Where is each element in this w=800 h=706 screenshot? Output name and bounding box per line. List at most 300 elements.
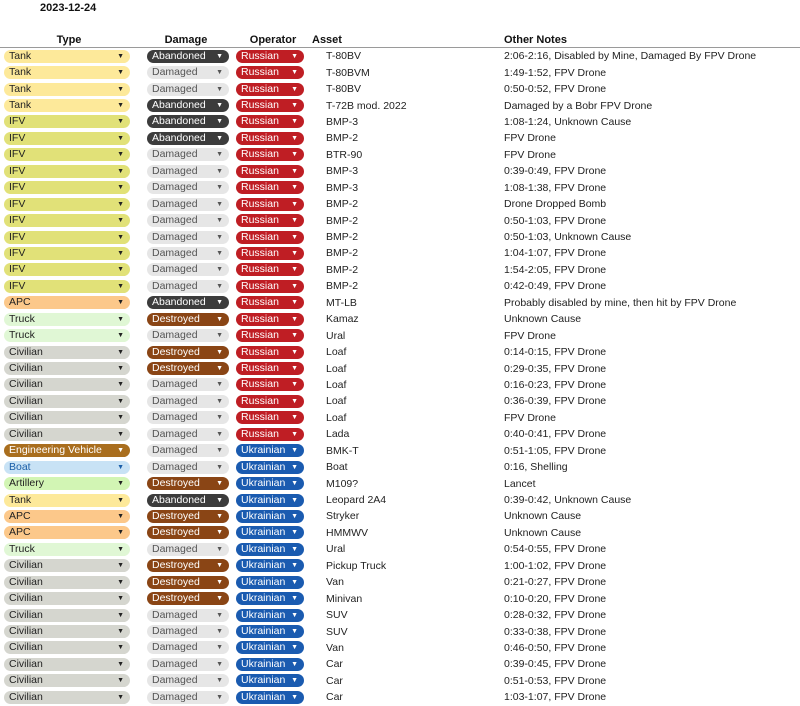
damage-dropdown[interactable]	[147, 50, 229, 63]
damage-dropdown[interactable]	[147, 313, 229, 326]
operator-dropdown[interactable]	[236, 428, 304, 441]
type-value: IFV	[9, 263, 26, 276]
damage-cell	[138, 64, 234, 80]
damage-dropdown[interactable]	[147, 346, 229, 359]
damage-value: Damaged	[152, 411, 198, 424]
notes-cell: 1:08-1:38, FPV Drone	[504, 181, 607, 194]
type-dropdown[interactable]	[4, 296, 130, 309]
damage-dropdown[interactable]	[147, 395, 229, 408]
damage-dropdown[interactable]	[147, 674, 229, 687]
type-cell	[0, 48, 138, 65]
type-dropdown[interactable]	[4, 165, 130, 178]
type-dropdown[interactable]	[4, 526, 130, 539]
operator-dropdown[interactable]	[236, 50, 304, 63]
type-dropdown[interactable]	[4, 231, 130, 244]
operator-cell	[234, 262, 312, 278]
dropdown-arrow-icon: ▼	[216, 595, 223, 603]
notes-cell: 1:04-1:07, FPV Drone	[504, 247, 607, 260]
dropdown-arrow-icon: ▼	[216, 512, 223, 520]
damage-dropdown[interactable]	[147, 559, 229, 572]
operator-cell	[234, 590, 312, 606]
operator-dropdown[interactable]	[236, 99, 304, 112]
operator-value: Russian	[241, 362, 279, 375]
operator-dropdown[interactable]	[236, 411, 304, 424]
operator-value: Russian	[241, 378, 279, 391]
type-dropdown[interactable]	[4, 674, 130, 687]
type-dropdown[interactable]	[4, 346, 130, 359]
damage-dropdown[interactable]	[147, 494, 229, 507]
notes-cell: 0:39-0:45, FPV Drone	[504, 658, 607, 671]
operator-dropdown[interactable]	[236, 395, 304, 408]
type-value: Engineering Vehicle	[9, 444, 102, 457]
operator-value: Russian	[241, 214, 279, 227]
operator-dropdown[interactable]	[236, 526, 304, 539]
type-value: Civilian	[9, 394, 43, 407]
type-value: IFV	[9, 131, 26, 144]
type-value: IFV	[9, 279, 26, 292]
type-dropdown[interactable]	[4, 625, 130, 638]
type-dropdown[interactable]	[4, 280, 130, 293]
operator-value: Russian	[241, 99, 279, 112]
dropdown-arrow-icon: ▼	[216, 151, 223, 159]
operator-cell	[234, 48, 312, 65]
dropdown-arrow-icon: ▼	[291, 249, 298, 257]
operator-dropdown[interactable]	[236, 313, 304, 326]
damage-dropdown[interactable]	[147, 625, 229, 638]
operator-dropdown[interactable]	[236, 510, 304, 523]
dropdown-arrow-icon: ▼	[291, 282, 298, 290]
damage-value: Damaged	[152, 394, 198, 407]
operator-cell	[234, 114, 312, 130]
dropdown-arrow-icon: ▼	[117, 299, 124, 307]
notes-cell: 0:21-0:27, FPV Drone	[504, 576, 607, 589]
damage-dropdown[interactable]	[147, 329, 229, 342]
table-row	[0, 443, 800, 459]
type-dropdown[interactable]	[4, 362, 130, 375]
notes-cell: 0:36-0:39, FPV Drone	[504, 395, 607, 408]
damage-dropdown[interactable]	[147, 444, 229, 457]
damage-value: Damaged	[152, 82, 198, 95]
operator-dropdown[interactable]	[236, 296, 304, 309]
damage-cell	[138, 377, 234, 393]
operator-dropdown[interactable]	[236, 83, 304, 96]
dropdown-arrow-icon: ▼	[117, 52, 124, 60]
losses-table	[0, 30, 800, 706]
operator-cell	[234, 147, 312, 163]
operator-value: Ukrainian	[241, 526, 286, 539]
operator-cell	[234, 311, 312, 327]
damage-cell	[138, 673, 234, 689]
table-row	[0, 97, 800, 113]
notes-cell: 0:39-0:42, Unknown Cause	[504, 494, 632, 507]
operator-value: Ukrainian	[241, 509, 286, 522]
type-value: Civilian	[9, 575, 43, 588]
operator-dropdown[interactable]	[236, 66, 304, 79]
damage-dropdown[interactable]	[147, 115, 229, 128]
table-row	[0, 81, 800, 97]
operator-dropdown[interactable]	[236, 263, 304, 276]
type-dropdown[interactable]	[4, 50, 130, 63]
damage-dropdown[interactable]	[147, 280, 229, 293]
asset-cell: M109?	[326, 477, 359, 490]
damage-cell	[138, 163, 234, 179]
type-dropdown[interactable]	[4, 576, 130, 589]
asset-cell: Car	[326, 691, 343, 704]
damage-dropdown[interactable]	[147, 658, 229, 671]
type-value: IFV	[9, 148, 26, 161]
damage-dropdown[interactable]	[147, 641, 229, 654]
notes-cell: Unknown Cause	[504, 510, 582, 523]
header-operator[interactable]: Operator	[234, 30, 312, 48]
damage-dropdown[interactable]	[147, 132, 229, 145]
operator-dropdown[interactable]	[236, 444, 304, 457]
notes-cell: 0:54-0:55, FPV Drone	[504, 543, 607, 556]
type-cell	[0, 393, 138, 409]
dropdown-arrow-icon: ▼	[216, 200, 223, 208]
damage-dropdown[interactable]	[147, 576, 229, 589]
type-dropdown[interactable]	[4, 214, 130, 227]
dropdown-arrow-icon: ▼	[216, 480, 223, 488]
operator-cell	[234, 344, 312, 360]
type-dropdown[interactable]	[4, 181, 130, 194]
operator-dropdown[interactable]	[236, 674, 304, 687]
dropdown-arrow-icon: ▼	[291, 529, 298, 537]
header-type[interactable]: Type	[0, 30, 138, 48]
dropdown-arrow-icon: ▼	[291, 233, 298, 241]
operator-dropdown[interactable]	[236, 346, 304, 359]
notes-cell: 0:50-1:03, FPV Drone	[504, 214, 607, 227]
damage-dropdown[interactable]	[147, 510, 229, 523]
damage-value: Damaged	[152, 230, 198, 243]
operator-dropdown[interactable]	[236, 115, 304, 128]
type-dropdown[interactable]	[4, 395, 130, 408]
type-value: Tank	[9, 99, 32, 112]
dropdown-arrow-icon: ▼	[291, 134, 298, 142]
operator-dropdown[interactable]	[236, 461, 304, 474]
operator-dropdown[interactable]	[236, 576, 304, 589]
type-cell	[0, 426, 138, 442]
damage-cell	[138, 97, 234, 113]
damage-value: Damaged	[152, 690, 198, 703]
table-row	[0, 410, 800, 426]
type-dropdown[interactable]	[4, 378, 130, 391]
damage-dropdown[interactable]	[147, 214, 229, 227]
asset-cell: BMP-2	[326, 214, 359, 227]
damage-dropdown[interactable]	[147, 66, 229, 79]
type-dropdown[interactable]	[4, 543, 130, 556]
notes-cell: 0:14-0:15, FPV Drone	[504, 346, 607, 359]
damage-value: Damaged	[152, 246, 198, 259]
dropdown-arrow-icon: ▼	[291, 85, 298, 93]
dropdown-arrow-icon: ▼	[291, 660, 298, 668]
type-dropdown[interactable]	[4, 132, 130, 145]
table-row	[0, 673, 800, 689]
dropdown-arrow-icon: ▼	[216, 134, 223, 142]
table-row	[0, 311, 800, 327]
damage-dropdown[interactable]	[147, 477, 229, 490]
type-dropdown[interactable]	[4, 444, 130, 457]
damage-dropdown[interactable]	[147, 296, 229, 309]
dropdown-arrow-icon: ▼	[117, 315, 124, 323]
type-dropdown[interactable]	[4, 658, 130, 671]
type-dropdown[interactable]	[4, 411, 130, 424]
type-dropdown[interactable]	[4, 83, 130, 96]
operator-cell	[234, 459, 312, 475]
dropdown-arrow-icon: ▼	[216, 118, 223, 126]
damage-dropdown[interactable]	[147, 148, 229, 161]
type-dropdown[interactable]	[4, 461, 130, 474]
damage-dropdown[interactable]	[147, 181, 229, 194]
damage-cell	[138, 508, 234, 524]
dropdown-arrow-icon: ▼	[291, 102, 298, 110]
type-dropdown[interactable]	[4, 592, 130, 605]
operator-dropdown[interactable]	[236, 609, 304, 622]
dropdown-arrow-icon: ▼	[117, 167, 124, 175]
operator-cell	[234, 558, 312, 574]
operator-cell	[234, 508, 312, 524]
type-dropdown[interactable]	[4, 641, 130, 654]
damage-dropdown[interactable]	[147, 378, 229, 391]
asset-cell: BMP-2	[326, 263, 359, 276]
damage-cell	[138, 212, 234, 228]
table-row	[0, 180, 800, 196]
dropdown-arrow-icon: ▼	[291, 348, 298, 356]
type-value: Civilian	[9, 608, 43, 621]
damage-cell	[138, 443, 234, 459]
table-row	[0, 590, 800, 606]
damage-dropdown[interactable]	[147, 526, 229, 539]
asset-cell: BMP-3	[326, 115, 359, 128]
type-dropdown[interactable]	[4, 198, 130, 211]
type-dropdown[interactable]	[4, 329, 130, 342]
type-dropdown[interactable]	[4, 609, 130, 622]
type-cell	[0, 590, 138, 606]
operator-value: Russian	[241, 164, 279, 177]
table-row	[0, 147, 800, 163]
damage-value: Damaged	[152, 460, 198, 473]
operator-dropdown[interactable]	[236, 592, 304, 605]
type-value: APC	[9, 526, 31, 539]
type-cell	[0, 245, 138, 261]
dropdown-arrow-icon: ▼	[216, 348, 223, 356]
asset-cell: Ural	[326, 329, 346, 342]
operator-dropdown[interactable]	[236, 559, 304, 572]
header-damage[interactable]: Damage	[138, 30, 234, 48]
dropdown-arrow-icon: ▼	[216, 102, 223, 110]
operator-dropdown[interactable]	[236, 494, 304, 507]
type-cell	[0, 180, 138, 196]
operator-dropdown[interactable]	[236, 362, 304, 375]
type-dropdown[interactable]	[4, 477, 130, 490]
operator-dropdown[interactable]	[236, 477, 304, 490]
type-dropdown[interactable]	[4, 510, 130, 523]
operator-dropdown[interactable]	[236, 378, 304, 391]
damage-dropdown[interactable]	[147, 83, 229, 96]
dropdown-arrow-icon: ▼	[216, 644, 223, 652]
type-cell	[0, 640, 138, 656]
table-row	[0, 344, 800, 360]
table-row	[0, 130, 800, 146]
asset-cell: Minivan	[326, 592, 363, 605]
damage-dropdown[interactable]	[147, 198, 229, 211]
dropdown-arrow-icon: ▼	[291, 151, 298, 159]
operator-dropdown[interactable]	[236, 165, 304, 178]
damage-dropdown[interactable]	[147, 461, 229, 474]
dropdown-arrow-icon: ▼	[291, 480, 298, 488]
damage-value: Damaged	[152, 148, 198, 161]
type-cell	[0, 377, 138, 393]
operator-value: Russian	[241, 131, 279, 144]
asset-cell: T-80BV	[326, 83, 362, 96]
damage-value: Damaged	[152, 608, 198, 621]
damage-value: Damaged	[152, 279, 198, 292]
damage-dropdown[interactable]	[147, 263, 229, 276]
type-dropdown[interactable]	[4, 247, 130, 260]
operator-dropdown[interactable]	[236, 231, 304, 244]
table-row	[0, 327, 800, 343]
notes-cell: 0:39-0:49, FPV Drone	[504, 165, 607, 178]
type-cell	[0, 229, 138, 245]
table-row	[0, 525, 800, 541]
damage-cell	[138, 541, 234, 557]
table-row	[0, 426, 800, 442]
damage-dropdown[interactable]	[147, 247, 229, 260]
type-value: Civilian	[9, 592, 43, 605]
damage-dropdown[interactable]	[147, 691, 229, 704]
operator-dropdown[interactable]	[236, 658, 304, 671]
dropdown-arrow-icon: ▼	[291, 693, 298, 701]
notes-cell: Lancet	[504, 477, 536, 490]
type-cell	[0, 147, 138, 163]
damage-value: Damaged	[152, 625, 198, 638]
type-dropdown[interactable]	[4, 494, 130, 507]
dropdown-arrow-icon: ▼	[291, 299, 298, 307]
notes-cell: 1:00-1:02, FPV Drone	[504, 559, 607, 572]
damage-value: Damaged	[152, 641, 198, 654]
operator-cell	[234, 640, 312, 656]
operator-dropdown[interactable]	[236, 247, 304, 260]
type-dropdown[interactable]	[4, 99, 130, 112]
type-value: Tank	[9, 66, 32, 79]
dropdown-arrow-icon: ▼	[216, 529, 223, 537]
dropdown-arrow-icon: ▼	[117, 595, 124, 603]
damage-dropdown[interactable]	[147, 428, 229, 441]
type-cell	[0, 607, 138, 623]
dropdown-arrow-icon: ▼	[117, 512, 124, 520]
notes-cell: Probably disabled by mine, then hit by FPV Drone	[504, 296, 737, 309]
damage-dropdown[interactable]	[147, 99, 229, 112]
notes-cell: 0:16, Shelling	[504, 461, 568, 474]
damage-dropdown[interactable]	[147, 165, 229, 178]
operator-value: Russian	[241, 279, 279, 292]
table-row	[0, 245, 800, 261]
damage-dropdown[interactable]	[147, 362, 229, 375]
asset-cell: BTR-90	[326, 148, 363, 161]
type-dropdown[interactable]	[4, 66, 130, 79]
dropdown-arrow-icon: ▼	[117, 233, 124, 241]
type-dropdown[interactable]	[4, 263, 130, 276]
operator-value: Ukrainian	[241, 625, 286, 638]
type-dropdown[interactable]	[4, 115, 130, 128]
type-value: IFV	[9, 115, 26, 128]
dropdown-arrow-icon: ▼	[216, 365, 223, 373]
dropdown-arrow-icon: ▼	[117, 134, 124, 142]
operator-dropdown[interactable]	[236, 280, 304, 293]
damage-value: Destroyed	[152, 509, 200, 522]
operator-dropdown[interactable]	[236, 691, 304, 704]
header-asset[interactable]: Asset	[312, 30, 504, 48]
table-row	[0, 212, 800, 228]
dropdown-arrow-icon: ▼	[216, 315, 223, 323]
dropdown-arrow-icon: ▼	[117, 200, 124, 208]
type-cell	[0, 196, 138, 212]
dropdown-arrow-icon: ▼	[117, 611, 124, 619]
asset-cell: Car	[326, 658, 343, 671]
operator-cell	[234, 327, 312, 343]
damage-cell	[138, 278, 234, 294]
asset-cell: Loaf	[326, 346, 347, 359]
type-cell	[0, 492, 138, 508]
damage-cell	[138, 475, 234, 491]
type-cell	[0, 360, 138, 376]
type-dropdown[interactable]	[4, 428, 130, 441]
dropdown-arrow-icon: ▼	[117, 217, 124, 225]
dropdown-arrow-icon: ▼	[291, 381, 298, 389]
dropdown-arrow-icon: ▼	[117, 677, 124, 685]
dropdown-arrow-icon: ▼	[291, 463, 298, 471]
dropdown-arrow-icon: ▼	[117, 414, 124, 422]
operator-dropdown[interactable]	[236, 329, 304, 342]
operator-dropdown[interactable]	[236, 625, 304, 638]
operator-dropdown[interactable]	[236, 214, 304, 227]
operator-dropdown[interactable]	[236, 132, 304, 145]
asset-cell: MT-LB	[326, 296, 357, 309]
operator-dropdown[interactable]	[236, 181, 304, 194]
table-row	[0, 574, 800, 590]
operator-value: Russian	[241, 82, 279, 95]
damage-dropdown[interactable]	[147, 609, 229, 622]
damage-value: Damaged	[152, 427, 198, 440]
operator-dropdown[interactable]	[236, 641, 304, 654]
header-notes[interactable]: Other Notes	[504, 30, 800, 48]
damage-value: Abandoned	[152, 99, 206, 112]
type-cell	[0, 278, 138, 294]
type-dropdown[interactable]	[4, 148, 130, 161]
notes-cell: 1:49-1:52, FPV Drone	[504, 66, 607, 79]
type-value: Civilian	[9, 559, 43, 572]
type-dropdown[interactable]	[4, 559, 130, 572]
dropdown-arrow-icon: ▼	[216, 85, 223, 93]
type-dropdown[interactable]	[4, 691, 130, 704]
operator-value: Ukrainian	[241, 477, 286, 490]
type-value: Civilian	[9, 625, 43, 638]
operator-dropdown[interactable]	[236, 543, 304, 556]
damage-dropdown[interactable]	[147, 592, 229, 605]
operator-dropdown[interactable]	[236, 148, 304, 161]
table-row	[0, 459, 800, 475]
type-dropdown[interactable]	[4, 313, 130, 326]
operator-dropdown[interactable]	[236, 198, 304, 211]
damage-cell	[138, 590, 234, 606]
operator-value: Russian	[241, 312, 279, 325]
type-value: Civilian	[9, 427, 43, 440]
dropdown-arrow-icon: ▼	[117, 102, 124, 110]
damage-cell	[138, 196, 234, 212]
damage-dropdown[interactable]	[147, 543, 229, 556]
damage-dropdown[interactable]	[147, 411, 229, 424]
operator-cell	[234, 689, 312, 705]
damage-dropdown[interactable]	[147, 231, 229, 244]
